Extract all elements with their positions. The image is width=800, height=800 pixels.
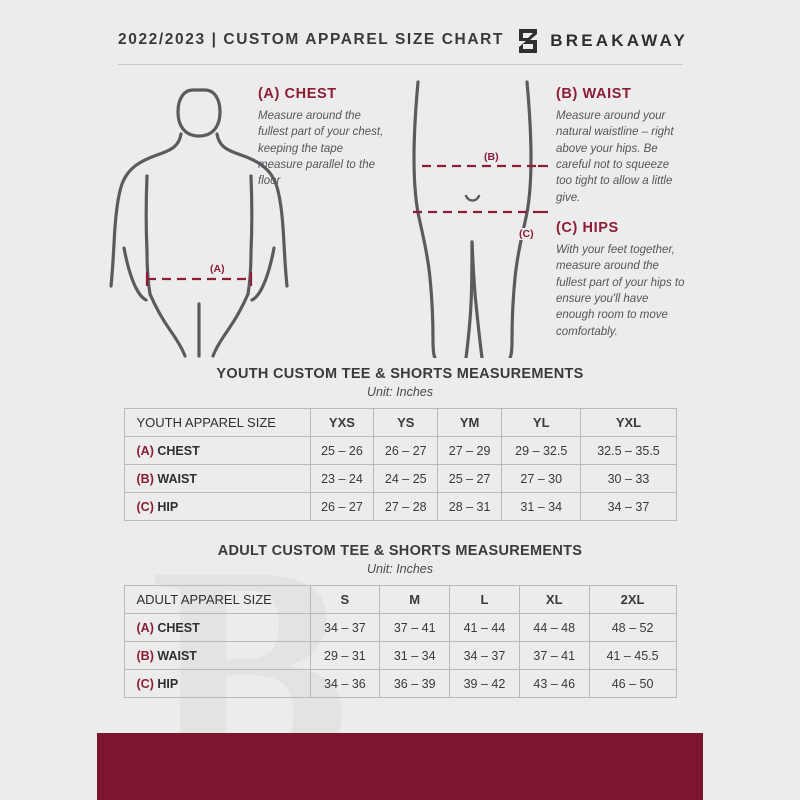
table-header-row — [124, 409, 676, 437]
youth-header-cell: YXL — [581, 409, 676, 437]
adult-header-cell: 2XL — [589, 586, 676, 614]
header-divider — [118, 64, 683, 65]
breakaway-b-logo-icon — [516, 28, 540, 54]
table-row — [124, 437, 676, 465]
youth-cell: 27 – 28 — [374, 493, 438, 521]
youth-header-cell: YM — [438, 409, 502, 437]
table-row — [124, 465, 676, 493]
page-title: 2022/2023 | CUSTOM APPAREL SIZE CHART — [118, 31, 504, 48]
adult-size-table — [124, 585, 677, 698]
measure-tag: (C) — [136, 676, 154, 691]
youth-cell: 29 – 32.5 — [502, 437, 581, 465]
youth-cell: 27 – 30 — [502, 465, 581, 493]
measure-name: CHEST — [157, 620, 200, 635]
adult-cell: 43 – 46 — [519, 670, 589, 698]
adult-cell: 31 – 34 — [380, 642, 450, 670]
youth-cell: 27 – 29 — [438, 437, 502, 465]
adult-cell: 46 – 50 — [589, 670, 676, 698]
hips-marker-label: (C) — [516, 228, 537, 240]
adult-cell: 41 – 44 — [450, 614, 520, 642]
adult-cell: 37 – 41 — [380, 614, 450, 642]
adult-section-title: ADULT CUSTOM TEE & SHORTS MEASUREMENTS — [217, 543, 583, 559]
youth-cell: 24 – 25 — [374, 465, 438, 493]
adult-cell: 39 – 42 — [450, 670, 520, 698]
brand-name: BREAKAWAY — [550, 31, 688, 50]
footer-bar — [97, 733, 703, 800]
measure-name: CHEST — [157, 443, 200, 458]
chest-description: Measure around the fullest part of your chest, keeping the tape measure parallel to the floor — [258, 110, 384, 188]
youth-row-label — [124, 437, 310, 465]
measurement-diagram — [0, 72, 800, 358]
adult-cell: 36 – 39 — [380, 670, 450, 698]
adult-cell: 34 – 37 — [450, 642, 520, 670]
youth-cell: 30 – 33 — [581, 465, 676, 493]
adult-cell: 48 – 52 — [589, 614, 676, 642]
brand-lockup — [516, 28, 688, 54]
youth-row-label — [124, 493, 310, 521]
youth-header-cell: YOUTH APPAREL SIZE — [124, 409, 310, 437]
hips-description: With your feet together, measure around the fullest part of your hips to ensure you'll have enough room to move comfortably. — [556, 244, 685, 338]
youth-cell: 32.5 – 35.5 — [581, 437, 676, 465]
page-header — [0, 0, 800, 70]
youth-cell: 26 – 27 — [374, 437, 438, 465]
youth-cell: 25 – 27 — [438, 465, 502, 493]
youth-cell: 26 – 27 — [310, 493, 374, 521]
youth-header-cell: YXS — [310, 409, 374, 437]
measure-tag: (B) — [136, 648, 154, 663]
youth-header-cell: YS — [374, 409, 438, 437]
measure-name: WAIST — [157, 471, 197, 486]
measure-name: WAIST — [157, 648, 197, 663]
adult-cell: 41 – 45.5 — [589, 642, 676, 670]
youth-cell: 34 – 37 — [581, 493, 676, 521]
table-header-row — [124, 586, 676, 614]
measure-tag: (C) — [136, 499, 154, 514]
adult-row-label — [124, 614, 310, 642]
chest-marker-label: (A) — [207, 263, 228, 275]
table-row — [124, 642, 676, 670]
youth-section — [0, 366, 800, 521]
adult-cell: 29 – 31 — [310, 642, 380, 670]
youth-header-cell: YL — [502, 409, 581, 437]
youth-size-table — [124, 408, 677, 521]
adult-cell: 37 – 41 — [519, 642, 589, 670]
table-row — [124, 493, 676, 521]
youth-unit-label: Unit: Inches — [366, 385, 433, 399]
measure-tag: (A) — [136, 620, 154, 635]
youth-cell: 23 – 24 — [310, 465, 374, 493]
youth-cell: 28 – 31 — [438, 493, 502, 521]
adult-row-label — [124, 670, 310, 698]
hips-heading: (C) HIPS — [556, 220, 619, 236]
adult-header-cell: S — [310, 586, 380, 614]
youth-section-title: YOUTH CUSTOM TEE & SHORTS MEASUREMENTS — [216, 366, 584, 382]
measure-name: HIP — [157, 676, 179, 691]
waist-heading: (B) WAIST — [556, 86, 632, 102]
youth-cell: 31 – 34 — [502, 493, 581, 521]
measure-tag: (A) — [136, 443, 154, 458]
waist-description: Measure around your natural waistline – right above your hips. Be careful not to squeeze too tight to allow a little give. — [556, 110, 674, 204]
adult-header-cell: XL — [519, 586, 589, 614]
adult-cell: 34 – 36 — [310, 670, 380, 698]
adult-row-label — [124, 642, 310, 670]
measure-name: HIP — [157, 499, 179, 514]
adult-header-cell: ADULT APPAREL SIZE — [124, 586, 310, 614]
adult-cell: 34 – 37 — [310, 614, 380, 642]
youth-cell: 25 – 26 — [310, 437, 374, 465]
adult-cell: 44 – 48 — [519, 614, 589, 642]
adult-section — [0, 543, 800, 698]
chest-heading: (A) CHEST — [258, 86, 337, 102]
youth-row-label — [124, 465, 310, 493]
waist-marker-label: (B) — [481, 151, 502, 163]
measure-tag: (B) — [136, 471, 154, 486]
table-row — [124, 614, 676, 642]
adult-unit-label: Unit: Inches — [366, 562, 433, 576]
table-row — [124, 670, 676, 698]
adult-header-cell: L — [450, 586, 520, 614]
adult-header-cell: M — [380, 586, 450, 614]
